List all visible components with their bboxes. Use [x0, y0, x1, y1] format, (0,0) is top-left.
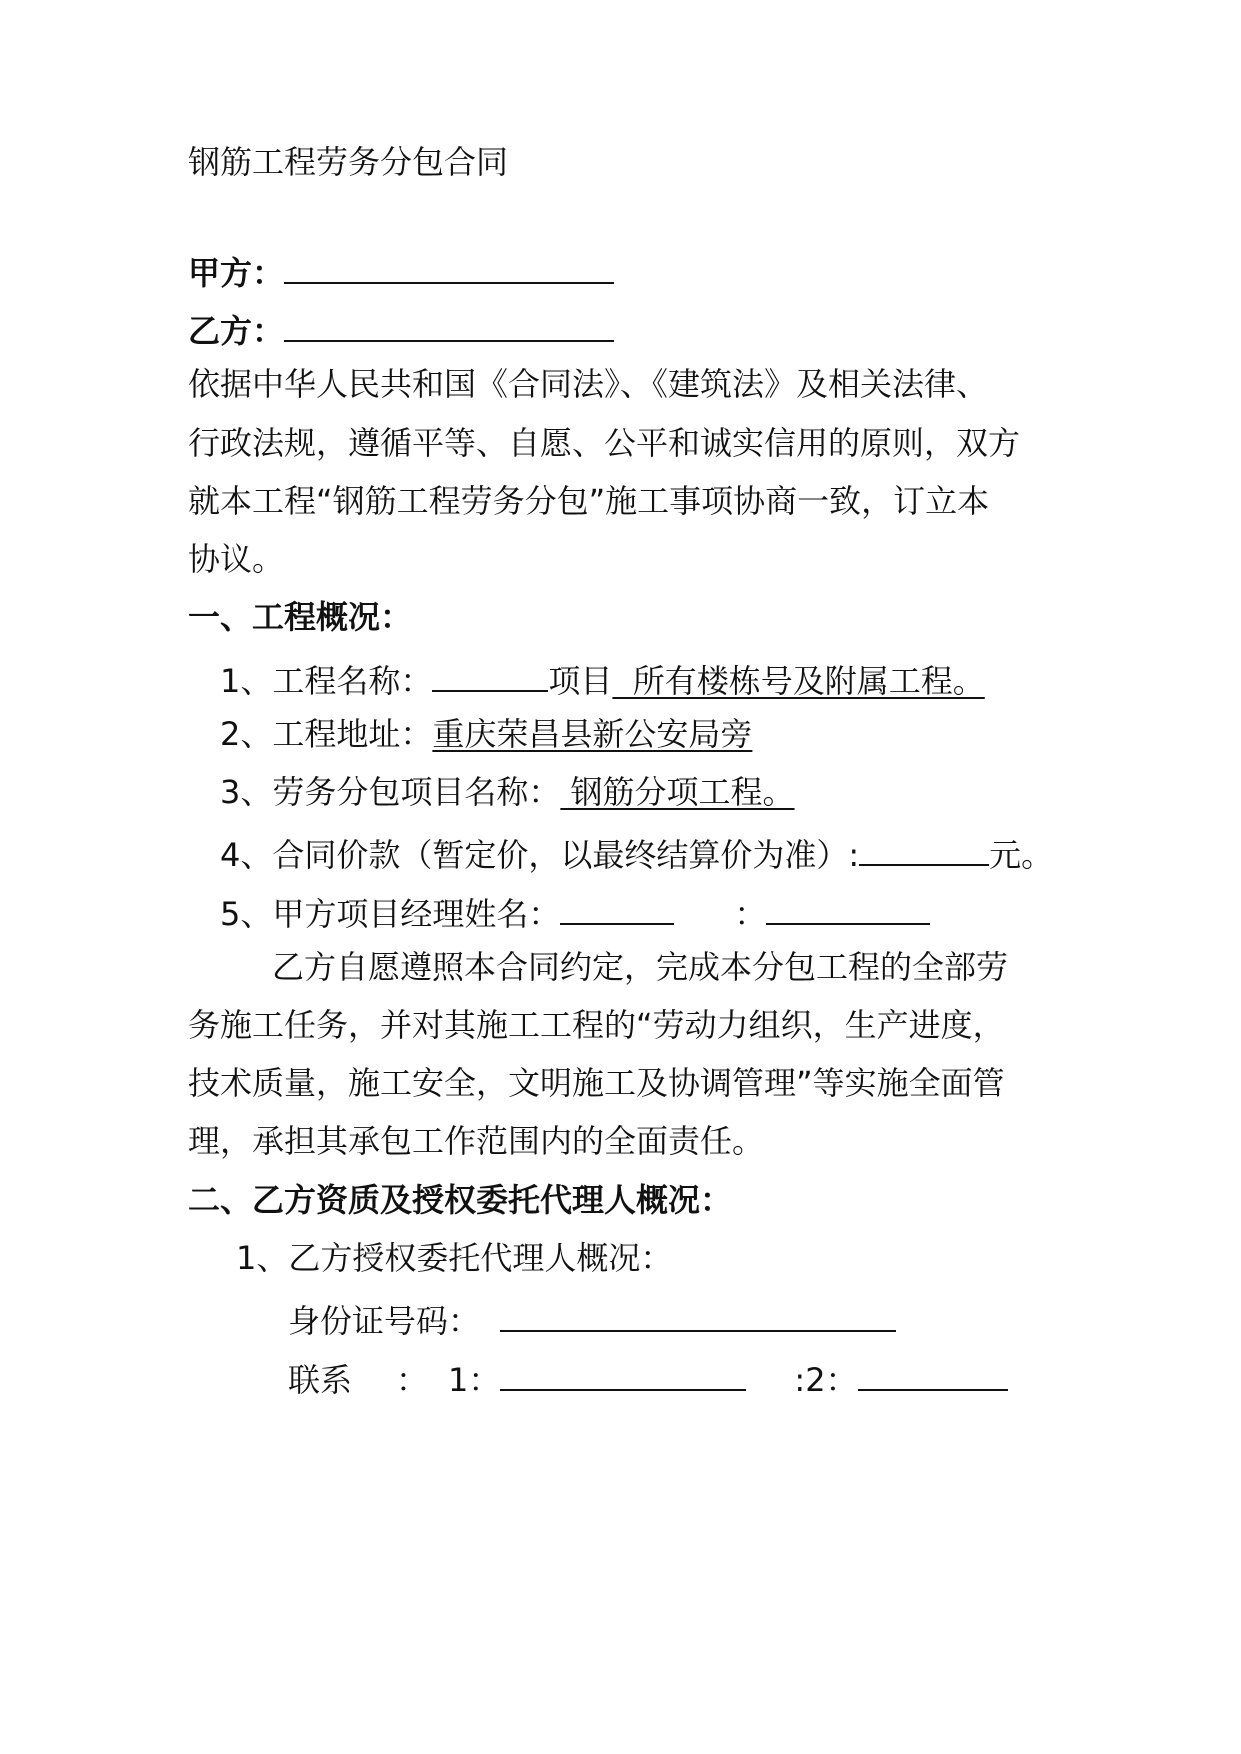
- project-address-value: 重庆荣昌县新公安局旁: [432, 715, 753, 753]
- phone-2-label: :2：: [794, 1361, 858, 1399]
- contact-label: 联系: [288, 1361, 353, 1399]
- item-subcontract-name: [220, 772, 795, 812]
- manager-name-blank[interactable]: [560, 889, 674, 925]
- section-2-heading: 二、乙方资质及授权委托代理人概况：: [188, 1181, 733, 1219]
- scope-line-4: 理，承担其承包工作范围内的全面责任。: [188, 1122, 765, 1160]
- party-a-blank[interactable]: [284, 248, 614, 284]
- section-1-heading: 一、工程概况：: [188, 598, 413, 636]
- item-project-address: [220, 714, 752, 754]
- subcontract-name-value: 钢筋分项工程。: [560, 773, 795, 811]
- project-name-value: 所有楼栋号及附属工程。: [612, 662, 985, 700]
- contract-price-suffix: 元。: [989, 836, 1054, 874]
- phone-1-label: 1：: [448, 1361, 501, 1399]
- intro-line-2: 行政法规，遵循平等、自愿、公平和诚实信用的原则，双方: [188, 424, 1021, 462]
- id-number-blank[interactable]: [500, 1296, 896, 1332]
- manager-name-label: 5、甲方项目经理姓名：: [220, 895, 561, 933]
- project-name-label: 1、工程名称：: [220, 662, 433, 700]
- intro-line-3: 就本工程“钢筋工程劳务分包”施工事项协商一致，订立本: [188, 482, 990, 520]
- contract-price-label: 4、合同价款（暂定价，以最终结算价为准）:: [220, 836, 860, 874]
- contract-price-blank[interactable]: [859, 830, 989, 866]
- party-a-label: 甲方：: [188, 254, 285, 292]
- party-b-row: [188, 306, 614, 351]
- project-address-label: 2、工程地址：: [220, 715, 433, 753]
- phone-1-blank[interactable]: [500, 1355, 746, 1391]
- id-number-row: [288, 1296, 896, 1341]
- item-project-name: [220, 656, 985, 701]
- scope-line-2: 务施工任务，并对其施工工程的“劳动力组织，生产进度，: [188, 1006, 1005, 1044]
- document-title: 钢筋工程劳务分包合同: [188, 143, 509, 181]
- contact-row: [288, 1355, 1008, 1400]
- party-b-blank[interactable]: [284, 306, 614, 342]
- contact-colon: ：: [396, 1361, 429, 1399]
- phone-2-blank[interactable]: [858, 1355, 1008, 1391]
- project-name-mid: 项目: [548, 662, 613, 700]
- agent-overview: 1、乙方授权委托代理人概况：: [236, 1239, 673, 1277]
- item-contract-price: [220, 830, 1053, 875]
- party-b-label: 乙方：: [188, 312, 285, 350]
- intro-line-1: 依据中华人民共和国《合同法》、《建筑法》及相关法律、: [188, 365, 989, 403]
- scope-line-1: 乙方自愿遵照本合同约定，完成本分包工程的全部劳: [272, 948, 1009, 986]
- item-manager-name: [220, 889, 930, 934]
- scope-line-3: 技术质量，施工安全，文明施工及协调管理”等实施全面管: [188, 1064, 1005, 1102]
- intro-line-4: 协议。: [188, 540, 285, 578]
- subcontract-name-label: 3、劳务分包项目名称：: [220, 773, 561, 811]
- id-number-label: 身份证号码：: [288, 1302, 481, 1340]
- project-name-blank[interactable]: [432, 656, 548, 692]
- manager-sep: ：: [734, 895, 767, 933]
- party-a-row: [188, 248, 614, 293]
- manager-extra-blank[interactable]: [766, 889, 930, 925]
